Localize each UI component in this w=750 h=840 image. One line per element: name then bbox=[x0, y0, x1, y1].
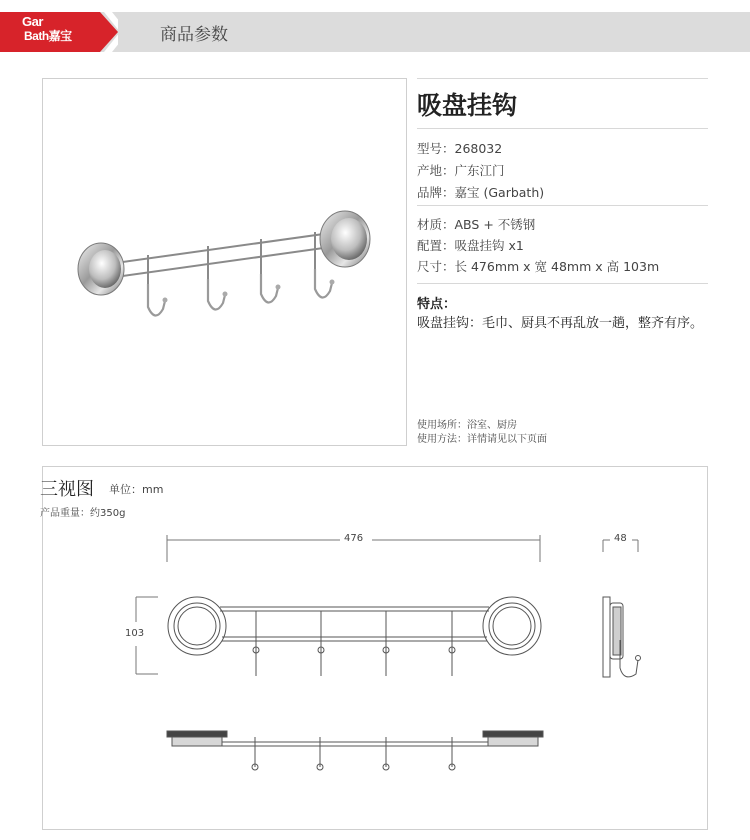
spec-brand: 品牌：嘉宝 (Garbath) bbox=[417, 185, 545, 200]
spec-origin: 产地：广东江门 bbox=[417, 163, 505, 178]
dim-height-label: 103 bbox=[125, 628, 145, 639]
spec-config: 配置：吸盘挂钩 x1 bbox=[417, 238, 524, 253]
product-name: 吸盘挂钩 bbox=[417, 91, 518, 120]
drawing-unit: 单位：mm bbox=[109, 483, 164, 496]
usage-place: 使用场所：浴室、厨房 bbox=[417, 420, 517, 431]
features-heading: 特点： bbox=[417, 297, 457, 312]
spec-model: 型号：268032 bbox=[417, 141, 503, 156]
drawing-title: 三视图 bbox=[40, 479, 94, 500]
spec-size: 尺寸：长 476mm x 宽 48mm x 高 103m bbox=[417, 259, 660, 274]
logo-text-bath: Bath嘉宝 bbox=[24, 29, 72, 43]
spec-material: 材质：ABS + 不锈钢 bbox=[417, 217, 536, 232]
dim-depth-label: 48 bbox=[614, 533, 627, 544]
section-title: 商品参数 bbox=[160, 25, 228, 45]
dim-length-label: 476 bbox=[344, 533, 364, 544]
features-text: 吸盘挂钩：毛巾、厨具不再乱放一趟，整齐有序。 bbox=[417, 316, 704, 331]
logo-text-gar: Gar bbox=[22, 14, 43, 29]
usage-method: 使用方法：详情请见以下页面 bbox=[417, 434, 547, 445]
product-weight: 产品重量：约350g bbox=[40, 508, 126, 519]
